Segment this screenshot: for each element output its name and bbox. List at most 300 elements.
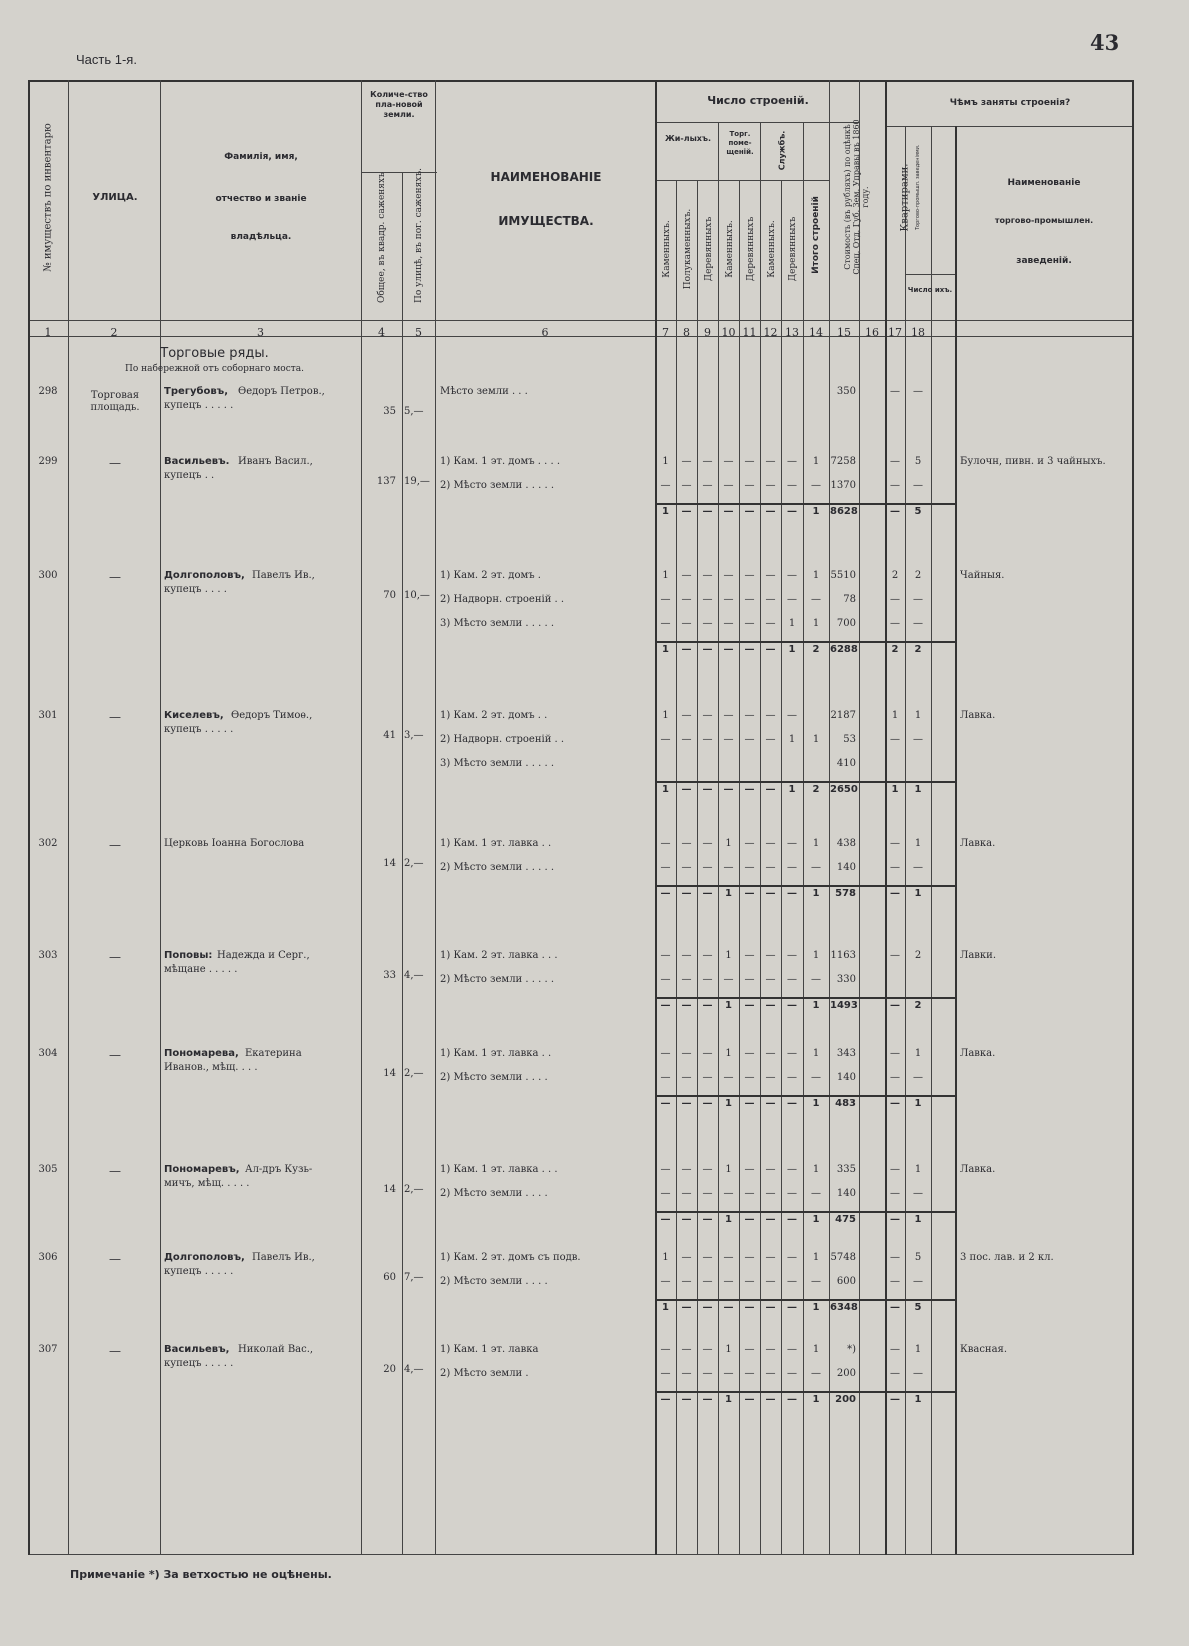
owner-title: купецъ . . . . [164, 584, 227, 595]
total-building-count: — [787, 1302, 797, 1313]
property-item: 1) Кам. 1 эт. лавка [440, 1344, 539, 1355]
total-building-count: 1 [812, 1302, 820, 1313]
building-count: — [744, 734, 755, 745]
total-establishments: 1 [914, 888, 922, 899]
frontage: 7,— [404, 1272, 424, 1283]
total-building-count: — [723, 784, 734, 795]
column-number: 10 [721, 326, 736, 339]
building-count: — [681, 950, 692, 961]
building-count: 1 [662, 710, 669, 721]
header-trade-establishments: Торгово-промышл. заведеніями. [915, 144, 921, 230]
building-count: — [744, 570, 755, 581]
land-area: 14 [383, 1184, 396, 1195]
land-area: 14 [383, 858, 396, 869]
column-number: 12 [763, 326, 778, 339]
header-property-2: ИМУЩЕСТВА. [498, 214, 594, 228]
establishment-names: Булочн, пивн. и 3 чайныхъ. [960, 456, 1106, 467]
total-building-count: 1 [725, 888, 732, 899]
building-count: 1 [725, 1048, 732, 1059]
building-count: — [702, 456, 713, 467]
owner-name: Васильевъ, [164, 1344, 230, 1355]
frontage: 2,— [404, 1184, 424, 1195]
building-count: — [681, 1188, 692, 1199]
property-item: 1) Кам. 1 эт. лавка . . [440, 1048, 552, 1059]
frontage: 10,— [404, 590, 430, 601]
column-number: 3 [257, 326, 264, 339]
apartments-count: — [890, 1048, 900, 1059]
building-count: — [787, 1368, 797, 1379]
apartments-count: — [890, 594, 900, 605]
frontage: 2,— [404, 858, 424, 869]
total-building-count: — [765, 784, 776, 795]
header-stone-3: Каменныхъ. [767, 220, 777, 278]
apartments-count: — [890, 838, 900, 849]
owner-details: Ал-дръ Кузь- [245, 1164, 313, 1175]
owner-name: Пономаревъ, [164, 1164, 240, 1175]
property-item: 1) Кам. 2 эт. лавка . . . [440, 950, 558, 961]
building-count: — [660, 618, 671, 629]
header-service: Службъ. [777, 130, 787, 171]
building-count: — [744, 950, 755, 961]
building-count: — [681, 1276, 692, 1287]
establishments-count: — [913, 618, 923, 629]
building-count: — [765, 1252, 776, 1263]
property-item: 2) Надворн. строеній . . [440, 734, 565, 745]
total-building-count: 1 [812, 1214, 820, 1225]
building-count: — [660, 974, 671, 985]
building-count: — [723, 1252, 734, 1263]
inventory-number: 307 [38, 1344, 58, 1355]
total-establishments: 2 [914, 644, 922, 655]
total-building-count: 1 [812, 888, 820, 899]
footnote: Примечаніе *) За ветхостью не оцѣнены. [70, 1568, 332, 1581]
property-item: 3) Мѣсто земли . . . . . [440, 758, 554, 769]
building-count: — [681, 1344, 692, 1355]
valuation: 330 [836, 974, 856, 985]
building-count: — [765, 974, 776, 985]
establishments-count: 1 [914, 1048, 922, 1059]
column-number: 15 [837, 326, 851, 339]
building-count: — [681, 594, 692, 605]
building-count: — [723, 480, 734, 491]
building-count: — [811, 594, 821, 605]
total-building-count: — [787, 1000, 797, 1011]
land-area: 35 [383, 406, 396, 417]
total-building-count: 1 [725, 1098, 732, 1109]
building-count: 1 [662, 1252, 669, 1263]
building-count: 1 [812, 570, 820, 581]
total-establishments: 1 [914, 1394, 922, 1405]
total-establishments: 5 [914, 506, 922, 517]
total-rule [655, 997, 955, 999]
table-bottom-border [28, 1554, 1134, 1555]
total-building-count: — [681, 1000, 692, 1011]
total-building-count: — [702, 1214, 713, 1225]
valuation: 140 [836, 1188, 856, 1199]
total-apartments: — [890, 1098, 900, 1109]
total-valuation: 483 [835, 1098, 856, 1109]
valuation: 410 [836, 758, 856, 769]
total-building-count: 1 [788, 644, 796, 655]
total-building-count: — [787, 888, 797, 899]
owner-details: Екатерина [245, 1048, 302, 1059]
inventory-number: 303 [38, 950, 58, 961]
building-count: 1 [788, 734, 796, 745]
property-item: 2) Надворн. строеній . . [440, 594, 565, 605]
total-rule [655, 1299, 955, 1301]
total-apartments: 2 [891, 644, 899, 655]
valuation: 438 [836, 838, 856, 849]
building-count: — [765, 456, 776, 467]
apartments-count: — [890, 1276, 900, 1287]
total-building-count: 1 [812, 506, 820, 517]
total-building-count: — [681, 784, 692, 795]
property-item: 1) Кам. 2 эт. домъ съ подв. [440, 1252, 581, 1263]
total-rule [655, 641, 955, 643]
total-valuation: 475 [835, 1214, 856, 1225]
header-stone-1: Каменныхъ. [662, 220, 672, 278]
establishments-count: — [913, 1368, 923, 1379]
valuation: 200 [836, 1368, 856, 1379]
owner-details: Николай Вас., [238, 1344, 314, 1355]
rule-occupied-sub [885, 126, 1134, 127]
apartments-count: — [890, 862, 900, 873]
table-top-border [28, 80, 1134, 82]
establishments-count: 5 [914, 456, 922, 467]
building-count: — [723, 862, 734, 873]
land-area: 60 [383, 1272, 396, 1283]
building-count: — [702, 710, 713, 721]
total-building-count: — [660, 1394, 671, 1405]
building-count: — [787, 862, 797, 873]
building-count: — [765, 1188, 776, 1199]
owner-name: Поповы: [164, 950, 213, 961]
land-area: 41 [383, 730, 396, 741]
building-count: — [744, 838, 755, 849]
building-count: — [681, 456, 692, 467]
total-building-count: — [744, 644, 755, 655]
inventory-number: 298 [38, 386, 58, 397]
building-count: — [811, 1368, 821, 1379]
building-count: — [744, 1368, 755, 1379]
total-establishments: 1 [914, 1098, 922, 1109]
total-apartments: — [890, 888, 900, 899]
valuation: 140 [836, 862, 856, 873]
building-count: 1 [725, 1164, 732, 1175]
building-count: — [811, 480, 821, 491]
valuation: 5748 [830, 1252, 856, 1263]
building-count: — [787, 950, 797, 961]
apartments-count: — [890, 456, 900, 467]
building-count: — [811, 1276, 821, 1287]
building-count: 1 [662, 570, 669, 581]
total-building-count: — [765, 1302, 776, 1313]
header-valuation: Стоимость (въ рубляхъ) по оцѣнкѣ Спец. Отд. Губ. Зем. Управы въ 1860 году. [843, 119, 871, 275]
total-building-count: — [744, 1394, 755, 1405]
total-valuation: 6288 [830, 644, 858, 655]
total-building-count: — [744, 1000, 755, 1011]
apartments-count: — [890, 386, 900, 397]
owner-name: Киселевъ, [164, 710, 224, 721]
establishments-count: 5 [914, 1252, 922, 1263]
building-count: — [765, 1368, 776, 1379]
total-building-count: — [681, 1214, 692, 1225]
property-item: 2) Мѣсто земли . . . . [440, 1188, 548, 1199]
owner-name: Долгополовъ, [164, 1252, 245, 1263]
total-building-count: 1 [725, 1000, 732, 1011]
total-apartments: — [890, 1394, 900, 1405]
header-stone-2: Каменныхъ. [725, 220, 735, 278]
header-trade-names-3: заведеній. [1016, 256, 1072, 266]
column-number: 17 [888, 326, 902, 339]
header-owner-1: Фамилія, имя, [224, 152, 298, 162]
building-count: — [765, 1048, 776, 1059]
apartments-count: — [890, 1252, 900, 1263]
building-count: — [744, 1276, 755, 1287]
building-count: 1 [812, 456, 820, 467]
building-count: — [702, 734, 713, 745]
total-establishments: 1 [914, 1214, 922, 1225]
building-count: — [702, 1072, 713, 1083]
building-count: — [723, 1276, 734, 1287]
building-count: — [723, 1072, 734, 1083]
total-building-count: 1 [662, 784, 669, 795]
street-name: — [109, 1164, 121, 1178]
column-number: 7 [662, 326, 669, 339]
building-count: — [681, 734, 692, 745]
building-count: — [681, 974, 692, 985]
total-establishments: 2 [914, 1000, 922, 1011]
building-count: — [765, 950, 776, 961]
establishments-count: — [913, 480, 923, 491]
building-count: — [660, 734, 671, 745]
building-count: 1 [725, 1344, 732, 1355]
building-count: — [702, 570, 713, 581]
building-count: — [744, 1344, 755, 1355]
total-building-count: — [744, 784, 755, 795]
establishments-count: 1 [914, 1164, 922, 1175]
total-building-count: 1 [725, 1394, 732, 1405]
establishment-names: Лавка. [960, 1048, 996, 1059]
total-apartments: — [890, 1302, 900, 1313]
apartments-count: — [890, 618, 900, 629]
owner-title: купецъ . . . . . [164, 1266, 234, 1277]
total-building-count: — [702, 1000, 713, 1011]
total-building-count: — [723, 1302, 734, 1313]
column-number: 8 [683, 326, 690, 339]
total-establishments: 1 [914, 784, 922, 795]
total-rule [655, 1211, 955, 1213]
owner-details: Церковь Іоанна Богослова [164, 838, 305, 849]
total-building-count: — [660, 1098, 671, 1109]
street-name: — [109, 838, 121, 852]
frontage: 2,— [404, 1068, 424, 1079]
building-count: — [787, 1252, 797, 1263]
building-count: — [765, 734, 776, 745]
building-count: — [744, 1188, 755, 1199]
building-count: — [681, 838, 692, 849]
total-building-count: — [765, 1000, 776, 1011]
column-number: 1 [44, 326, 52, 339]
building-count: — [660, 1072, 671, 1083]
column-number: 13 [785, 326, 799, 339]
total-building-count: — [744, 1302, 755, 1313]
establishments-count: 2 [914, 950, 922, 961]
building-count: — [681, 1072, 692, 1083]
establishment-names: Квасная. [960, 1344, 1008, 1355]
building-count: — [702, 1252, 713, 1263]
header-trade-names-1: Наименованіе [1007, 178, 1081, 188]
building-count: — [660, 1048, 671, 1059]
building-count: 1 [812, 1164, 820, 1175]
building-count: — [702, 838, 713, 849]
building-count: — [702, 594, 713, 605]
building-count: — [723, 1188, 734, 1199]
street-298: Торговая площадь. [90, 390, 140, 413]
establishments-count: — [913, 1072, 923, 1083]
building-count: — [681, 480, 692, 491]
total-building-count: — [744, 1098, 755, 1109]
building-count: — [702, 480, 713, 491]
building-count: 1 [812, 618, 820, 629]
total-building-count: — [660, 888, 671, 899]
building-count: — [681, 1368, 692, 1379]
building-count: — [787, 1164, 797, 1175]
total-building-count: — [787, 1098, 797, 1109]
inventory-number: 299 [38, 456, 58, 467]
total-building-count: — [660, 1000, 671, 1011]
total-building-count: 1 [662, 644, 669, 655]
total-building-count: 1 [662, 1302, 669, 1313]
establishment-names: Лавка. [960, 710, 996, 721]
total-rule [655, 1095, 955, 1097]
establishments-count: — [913, 862, 923, 873]
establishment-names: Лавки. [960, 950, 997, 961]
total-building-count: — [681, 888, 692, 899]
building-count: — [765, 862, 776, 873]
building-count: — [660, 480, 671, 491]
owner-title: мѣщане . . . . . [164, 964, 238, 975]
building-count: — [660, 594, 671, 605]
header-street: УЛИЦА. [92, 192, 138, 203]
total-building-count: 2 [812, 784, 820, 795]
building-count: — [702, 862, 713, 873]
valuation: 600 [836, 1276, 856, 1287]
part-label: Часть 1-я. [76, 52, 137, 67]
street-name: — [109, 570, 121, 584]
apartments-count: — [890, 480, 900, 491]
total-building-count: — [681, 1098, 692, 1109]
valuation: 78 [843, 594, 856, 605]
header-halfstone: Полукаменныхъ. [683, 208, 693, 290]
valuation: 2187 [830, 710, 856, 721]
total-valuation: 1493 [830, 1000, 858, 1011]
inventory-number: 306 [38, 1252, 58, 1263]
building-count: — [787, 1072, 797, 1083]
valuation: 700 [836, 618, 856, 629]
header-inventory-no: № имуществъ по инвентарю [42, 123, 54, 272]
total-rule [655, 1391, 955, 1393]
building-count: — [787, 1188, 797, 1199]
column-number: 5 [415, 326, 422, 339]
property-item: Мѣсто земли . . . [440, 386, 528, 397]
header-bottom-border [28, 320, 1134, 321]
building-count: — [702, 1048, 713, 1059]
building-count: — [723, 594, 734, 605]
establishment-names: Лавка. [960, 838, 996, 849]
building-count: 1 [812, 838, 820, 849]
section-subtitle: По набережной отъ соборнаго моста. [125, 364, 304, 374]
valuation: 1370 [830, 480, 856, 491]
total-building-count: — [765, 888, 776, 899]
building-count: — [744, 710, 755, 721]
header-buildings: Число строеній. [707, 94, 809, 107]
total-apartments: — [890, 506, 900, 517]
street-name: — [109, 950, 121, 964]
valuation: 343 [836, 1048, 856, 1059]
total-building-count: — [765, 1098, 776, 1109]
land-area: 33 [383, 970, 396, 981]
frontage: 3,— [404, 730, 424, 741]
building-count: — [811, 974, 821, 985]
owner-name: Долгополовъ, [164, 570, 245, 581]
total-building-count: — [660, 1214, 671, 1225]
owner-details: Павелъ Ив., [252, 570, 315, 581]
building-count: — [702, 950, 713, 961]
building-count: — [787, 838, 797, 849]
building-count: — [787, 974, 797, 985]
header-wooden-3: Деревянныхъ [788, 216, 798, 282]
frontage: 4,— [404, 1364, 424, 1375]
establishment-names: 3 пос. лав. и 2 кл. [960, 1252, 1054, 1263]
header-frontage: По улицѣ, въ пог. саженяхъ. [414, 168, 424, 303]
apartments-count: 1 [891, 710, 899, 721]
building-count: — [660, 862, 671, 873]
building-count: — [702, 1276, 713, 1287]
total-building-count: — [744, 1214, 755, 1225]
column-number: 11 [742, 326, 757, 339]
establishments-count: — [913, 386, 923, 397]
building-count: 1 [812, 1048, 820, 1059]
total-building-count: — [702, 784, 713, 795]
building-count: — [660, 1276, 671, 1287]
valuation: 5510 [830, 570, 856, 581]
column-number: 16 [865, 326, 879, 339]
owner-details: Павелъ Ив., [252, 1252, 315, 1263]
total-apartments: 1 [891, 784, 899, 795]
total-building-count: — [681, 506, 692, 517]
building-count: — [723, 974, 734, 985]
building-count: — [681, 710, 692, 721]
building-count: — [765, 570, 776, 581]
building-count: — [744, 974, 755, 985]
total-building-count: 1 [662, 506, 669, 517]
building-count: — [811, 862, 821, 873]
building-count: — [765, 1072, 776, 1083]
header-count: Число ихъ. [907, 286, 953, 294]
total-valuation: 578 [835, 888, 856, 899]
total-building-count: — [702, 506, 713, 517]
building-count: — [744, 1048, 755, 1059]
building-count: 1 [812, 1344, 820, 1355]
total-building-count: — [744, 506, 755, 517]
total-building-count: — [765, 644, 776, 655]
building-count: — [660, 1188, 671, 1199]
building-count: — [681, 1252, 692, 1263]
establishment-names: Лавка. [960, 1164, 996, 1175]
building-count: — [702, 1164, 713, 1175]
building-count: — [811, 1188, 821, 1199]
